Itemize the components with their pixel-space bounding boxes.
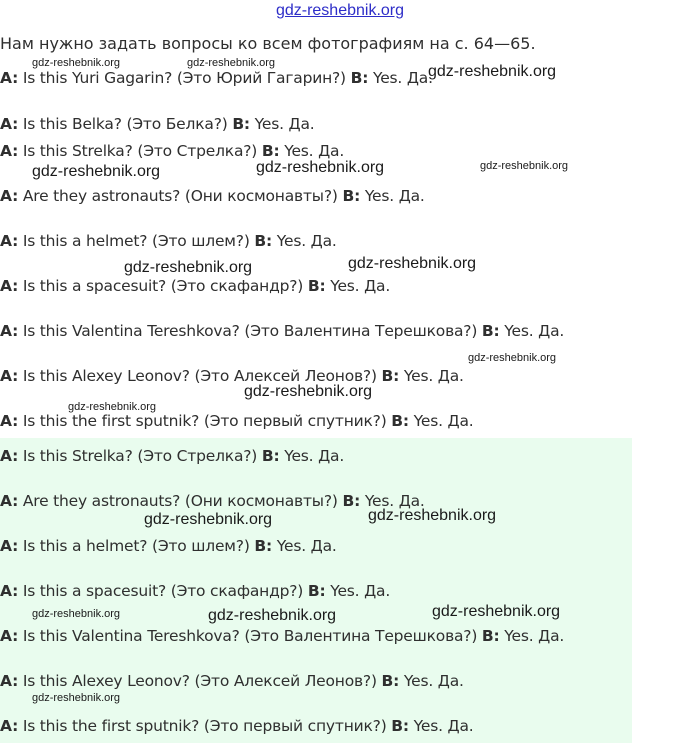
answer-text: Yes. Да. — [330, 277, 391, 295]
question-text: Is this a spacesuit? (Это скафандр?) — [22, 277, 304, 295]
speaker-a-label: A: — [0, 537, 19, 555]
qa-line — [0, 142, 344, 160]
speaker-a-label: A: — [0, 492, 19, 510]
speaker-a-label: A: — [0, 627, 19, 645]
watermark: gdz-reshebnik.org — [124, 259, 253, 276]
watermark: gdz-reshebnik.org — [208, 607, 337, 624]
question-text: Is this Valentina Tereshkova? (Это Валентина Терешкова?) — [22, 627, 478, 645]
speaker-a-label: A: — [0, 322, 19, 340]
speaker-b-label: B: — [342, 492, 361, 510]
answer-text: Yes. Да. — [276, 232, 337, 250]
answer-text: Yes. Да. — [330, 582, 391, 600]
answer-text: Yes. Да. — [504, 627, 565, 645]
answer-text: Yes. Да. — [364, 187, 425, 205]
watermark: gdz-reshebnik.org — [480, 160, 569, 172]
watermark: gdz-reshebnik.org — [32, 608, 121, 620]
speaker-b-label: B: — [350, 69, 369, 87]
answer-text: Yes. Да. — [504, 322, 565, 340]
answer-text: Yes. Да. — [403, 367, 464, 385]
watermark: gdz-reshebnik.org — [32, 57, 121, 69]
qa-line — [0, 627, 564, 645]
speaker-b-label: B: — [481, 627, 500, 645]
watermark: gdz-reshebnik.org — [348, 255, 477, 272]
qa-line — [0, 232, 337, 250]
question-text: Is this a spacesuit? (Это скафандр?) — [22, 582, 304, 600]
answer-text: Yes. Да. — [276, 537, 337, 555]
watermark: gdz-reshebnik.org — [244, 383, 373, 400]
speaker-a-label: A: — [0, 447, 19, 465]
question-text: Is this Yuri Gagarin? (Это Юрий Гагарин?) — [22, 69, 346, 87]
question-text: Is this Belka? (Это Белка?) — [22, 115, 228, 133]
speaker-a-label: A: — [0, 232, 19, 250]
site-link[interactable]: gdz-reshebnik.org — [275, 2, 405, 19]
qa-line — [0, 717, 473, 735]
speaker-b-label: B: — [307, 582, 326, 600]
question-text: Are they astronauts? (Они космонавты?) — [22, 492, 338, 510]
watermark: gdz-reshebnik.org — [432, 603, 561, 620]
answer-text: Yes. Да. — [364, 492, 425, 510]
question-text: Is this a helmet? (Это шлем?) — [22, 537, 250, 555]
speaker-b-label: B: — [261, 447, 280, 465]
speaker-a-label: A: — [0, 277, 19, 295]
question-text: Is this a helmet? (Это шлем?) — [22, 232, 250, 250]
speaker-a-label: A: — [0, 582, 19, 600]
watermark: gdz-reshebnik.org — [32, 163, 161, 180]
answer-text: Yes. Да. — [373, 69, 433, 87]
intro-text: Нам нужно задать вопросы ко всем фотографиям на с. 64—65. — [0, 34, 536, 53]
question-text: Is this the first sputnik? (Это первый спутник?) — [22, 412, 387, 430]
watermark: gdz-reshebnik.org — [428, 63, 557, 80]
qa-line — [0, 537, 337, 555]
answer-text: Yes. Да. — [413, 717, 474, 735]
speaker-a-label: A: — [0, 367, 19, 385]
speaker-b-label: B: — [481, 322, 500, 340]
speaker-a-label: A: — [0, 69, 19, 87]
question-text: Is this Strelka? (Это Стрелка?) — [22, 142, 258, 160]
speaker-b-label: B: — [232, 115, 250, 133]
qa-line — [0, 115, 314, 133]
speaker-a-label: A: — [0, 115, 19, 133]
qa-line — [0, 277, 390, 295]
speaker-a-label: A: — [0, 142, 19, 160]
watermark: gdz-reshebnik.org — [468, 352, 557, 364]
qa-line — [0, 367, 464, 385]
qa-line — [0, 492, 425, 510]
answer-text: Yes. Да. — [403, 672, 464, 690]
speaker-a-label: A: — [0, 412, 19, 430]
question-text: Is this Alexey Leonov? (Это Алексей Леонов?) — [22, 672, 377, 690]
watermark: gdz-reshebnik.org — [32, 692, 121, 704]
watermark: gdz-reshebnik.org — [256, 159, 385, 176]
speaker-b-label: B: — [342, 187, 361, 205]
speaker-b-label: B: — [254, 232, 273, 250]
watermark: gdz-reshebnik.org — [187, 57, 276, 69]
speaker-a-label: A: — [0, 187, 19, 205]
speaker-b-label: B: — [381, 367, 400, 385]
speaker-b-label: B: — [381, 672, 400, 690]
speaker-a-label: A: — [0, 672, 19, 690]
speaker-a-label: A: — [0, 717, 19, 735]
qa-line — [0, 322, 564, 340]
qa-line — [0, 582, 390, 600]
qa-line — [0, 447, 344, 465]
answer-text: Yes. Да. — [284, 142, 345, 160]
watermark: gdz-reshebnik.org — [144, 511, 273, 528]
watermark: gdz-reshebnik.org — [368, 507, 497, 524]
qa-line — [0, 672, 464, 690]
speaker-b-label: B: — [307, 277, 326, 295]
speaker-b-label: B: — [391, 717, 409, 735]
answer-text: Yes. Да. — [254, 115, 315, 133]
answer-text: Yes. Да. — [284, 447, 345, 465]
question-text: Are they astronauts? (Они космонавты?) — [22, 187, 338, 205]
qa-line — [0, 187, 425, 205]
question-text: Is this Strelka? (Это Стрелка?) — [22, 447, 258, 465]
speaker-b-label: B: — [391, 412, 409, 430]
watermark: gdz-reshebnik.org — [68, 401, 157, 413]
qa-line — [0, 412, 473, 430]
speaker-b-label: B: — [261, 142, 280, 160]
question-text: Is this Valentina Tereshkova? (Это Валентина Терешкова?) — [22, 322, 478, 340]
answer-text: Yes. Да. — [413, 412, 474, 430]
qa-line — [0, 69, 433, 87]
speaker-b-label: B: — [254, 537, 273, 555]
question-text: Is this Alexey Leonov? (Это Алексей Леонов?) — [22, 367, 377, 385]
question-text: Is this the first sputnik? (Это первый спутник?) — [22, 717, 387, 735]
